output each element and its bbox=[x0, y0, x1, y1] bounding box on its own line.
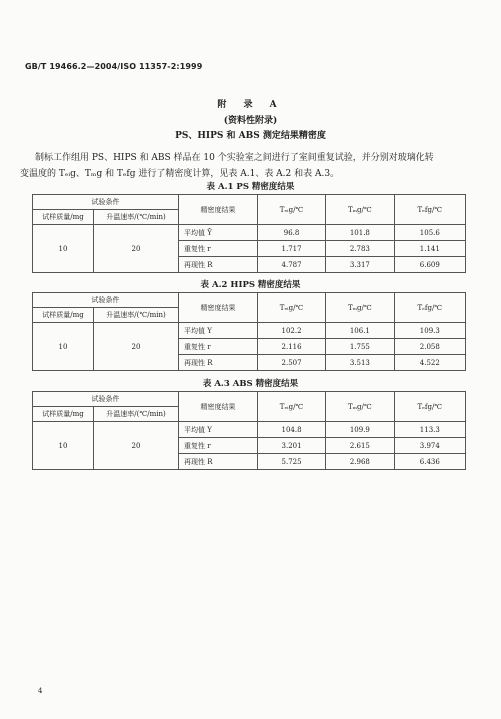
result-header: 精密度结果 bbox=[179, 293, 258, 323]
cell: 2.615 bbox=[326, 438, 395, 454]
table-a1-caption: 表 A.1 PS 精密度结果 bbox=[206, 182, 295, 192]
col-header-1: Tₑᵢg/℃ bbox=[258, 293, 326, 323]
row-label: 平均值 Ȳ bbox=[179, 225, 258, 241]
cell: 1.717 bbox=[258, 241, 326, 257]
cell: 5.725 bbox=[258, 454, 326, 470]
row-label: 平均值 Y bbox=[179, 323, 258, 339]
paragraph-line-2: 变温度的 Tₑᵢg、Tₘg 和 Tₑfg 进行了精密度计算，见表 A.1、表 A.2 和表 A.3。 bbox=[20, 169, 340, 179]
row-label: 重复性 r bbox=[179, 339, 258, 355]
mass-header: 试样质量/mg bbox=[33, 210, 94, 225]
rate-value: 20 bbox=[94, 422, 179, 470]
paragraph-line-1: 制标工作组用 PS、HIPS 和 ABS 样品在 10 个实验室之间进行了室间重复试验，并分别对玻璃化转 bbox=[35, 153, 434, 163]
cell: 4.522 bbox=[394, 355, 465, 371]
appendix-label: 附 录 A bbox=[217, 100, 284, 110]
table-a2 bbox=[32, 292, 466, 371]
rate-header: 升温速率/(℃/min) bbox=[94, 407, 179, 422]
cell: 3.513 bbox=[326, 355, 395, 371]
table-a3 bbox=[32, 391, 466, 470]
appendix-title: PS、HIPS 和 ABS 测定结果精密度 bbox=[175, 131, 326, 141]
cell: 96.8 bbox=[258, 225, 326, 241]
mass-value: 10 bbox=[33, 323, 94, 371]
col-header-3: Tₑfg/℃ bbox=[394, 195, 465, 225]
result-header: 精密度结果 bbox=[179, 392, 258, 422]
table-a2-caption: 表 A.2 HIPS 精密度结果 bbox=[200, 280, 301, 290]
cond-header: 试验条件 bbox=[33, 195, 179, 210]
col-header-1: Tₑᵢg/℃ bbox=[258, 392, 326, 422]
cell: 6.436 bbox=[394, 454, 465, 470]
col-header-2: Tₘg/℃ bbox=[326, 293, 395, 323]
rate-value: 20 bbox=[94, 225, 179, 273]
cell: 4.787 bbox=[258, 257, 326, 273]
cell: 3.974 bbox=[394, 438, 465, 454]
cell: 3.317 bbox=[326, 257, 395, 273]
col-header-2: Tₘg/℃ bbox=[326, 195, 395, 225]
cond-header: 试验条件 bbox=[33, 392, 179, 407]
page-number: 4 bbox=[38, 687, 43, 695]
appendix-nature: (资料性附录) bbox=[223, 116, 278, 126]
cell: 2.968 bbox=[326, 454, 395, 470]
cell: 3.201 bbox=[258, 438, 326, 454]
cell: 2.058 bbox=[394, 339, 465, 355]
cell: 106.1 bbox=[326, 323, 395, 339]
cell: 102.2 bbox=[258, 323, 326, 339]
cell: 1.141 bbox=[394, 241, 465, 257]
cell: 113.3 bbox=[394, 422, 465, 438]
result-header: 精密度结果 bbox=[179, 195, 258, 225]
row-label: 再现性 R bbox=[179, 355, 258, 371]
col-header-1: Tₑᵢg/℃ bbox=[258, 195, 326, 225]
rate-header: 升温速率/(℃/min) bbox=[94, 210, 179, 225]
rate-value: 20 bbox=[94, 323, 179, 371]
table-a3-caption: 表 A.3 ABS 精密度结果 bbox=[202, 379, 299, 389]
rate-header: 升温速率/(℃/min) bbox=[94, 308, 179, 323]
col-header-3: Tₑfg/℃ bbox=[394, 293, 465, 323]
cell: 105.6 bbox=[394, 225, 465, 241]
cell: 2.507 bbox=[258, 355, 326, 371]
cond-header: 试验条件 bbox=[33, 293, 179, 308]
mass-header: 试样质量/mg bbox=[33, 407, 94, 422]
row-label: 平均值 Y bbox=[179, 422, 258, 438]
mass-value: 10 bbox=[33, 422, 94, 470]
row-label: 再现性 R bbox=[179, 454, 258, 470]
cell: 109.3 bbox=[394, 323, 465, 339]
row-label: 重复性 r bbox=[179, 241, 258, 257]
col-header-2: Tₘg/℃ bbox=[326, 392, 395, 422]
cell: 2.783 bbox=[326, 241, 395, 257]
table-a1 bbox=[32, 194, 466, 273]
col-header-3: Tₑfg/℃ bbox=[394, 392, 465, 422]
cell: 109.9 bbox=[326, 422, 395, 438]
standard-header: GB/T 19466.2—2004/ISO 11357-2:1999 bbox=[25, 62, 203, 71]
cell: 1.755 bbox=[326, 339, 395, 355]
mass-value: 10 bbox=[33, 225, 94, 273]
cell: 104.8 bbox=[258, 422, 326, 438]
cell: 2.116 bbox=[258, 339, 326, 355]
cell: 101.8 bbox=[326, 225, 395, 241]
cell: 6.609 bbox=[394, 257, 465, 273]
row-label: 重复性 r bbox=[179, 438, 258, 454]
mass-header: 试样质量/mg bbox=[33, 308, 94, 323]
row-label: 再现性 R bbox=[179, 257, 258, 273]
